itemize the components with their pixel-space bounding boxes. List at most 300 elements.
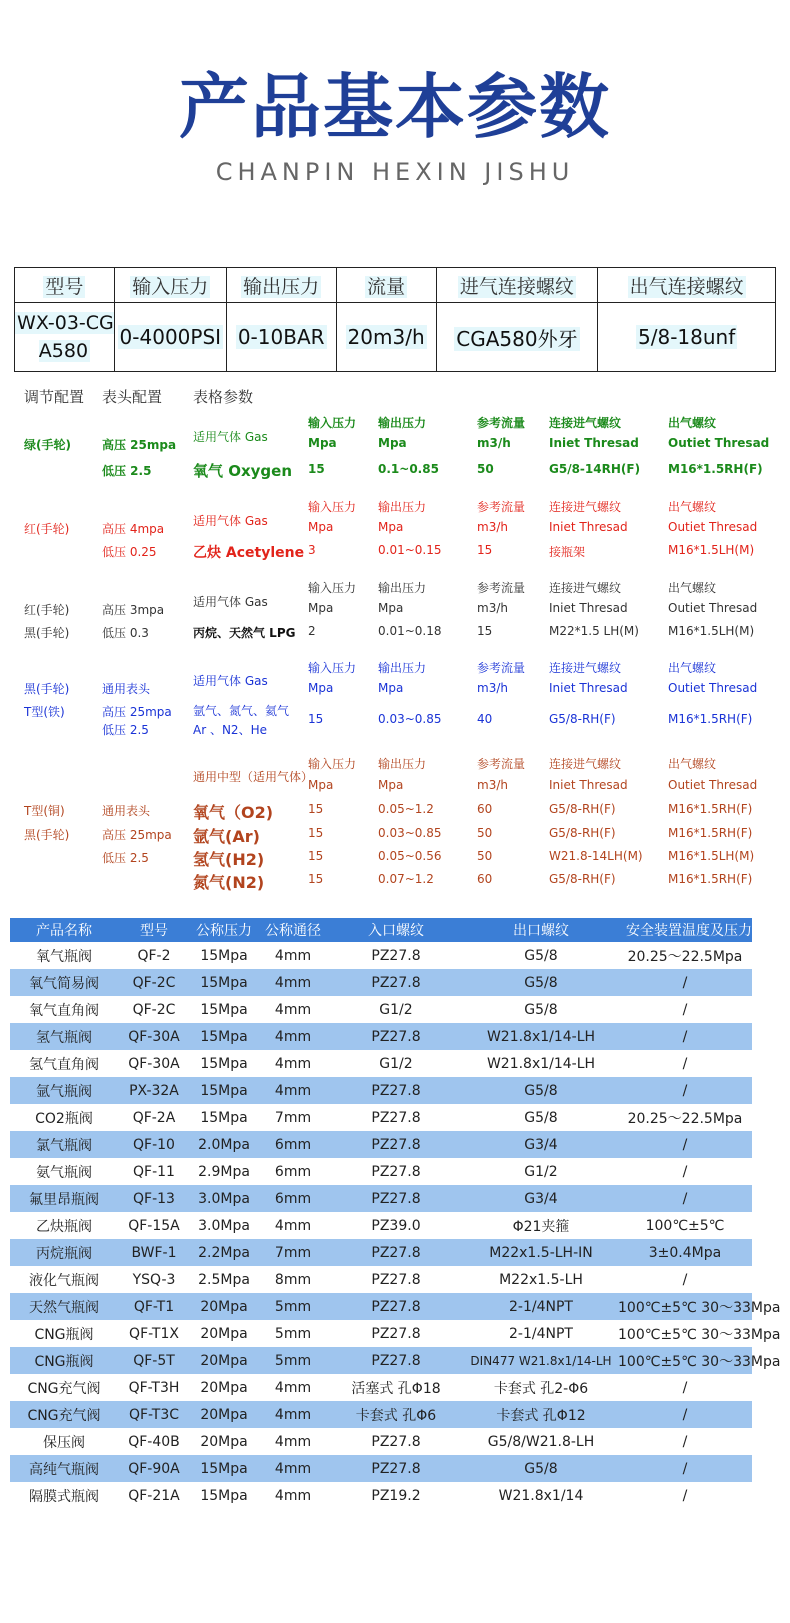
table-cell: / bbox=[682, 1055, 688, 1072]
col-label: 出气螺纹 bbox=[668, 757, 717, 771]
table-cell: 15Mpa bbox=[190, 969, 258, 996]
param-value: M16*1.5LH(M) bbox=[668, 543, 755, 557]
table-cell: 卡套式 孔Φ12 bbox=[464, 1401, 618, 1428]
table-cell: 15Mpa bbox=[200, 1055, 248, 1072]
table-cell: 7mm bbox=[274, 1109, 312, 1126]
table-cell: QF-30A bbox=[128, 1055, 180, 1072]
param-value: 50 bbox=[477, 849, 493, 863]
table-cell: 氧气直角阀 bbox=[29, 1002, 99, 1019]
param-value: 50 bbox=[477, 462, 494, 476]
table-cell: 2.9Mpa bbox=[198, 1163, 250, 1180]
table-cell: 8mm bbox=[274, 1271, 312, 1288]
table-cell: 100℃±5℃ 30～33Mpa bbox=[618, 1326, 781, 1343]
table-cell: 20Mpa bbox=[200, 1325, 248, 1342]
param-value: M16*1.5RH(F) bbox=[668, 872, 753, 886]
gas-name: 乙炔 Acetylene bbox=[193, 545, 305, 561]
table-cell: PZ27.8 bbox=[328, 1077, 464, 1104]
table-cell: 15Mpa bbox=[190, 1023, 258, 1050]
table-cell: PZ27.8 bbox=[371, 1325, 421, 1342]
table-cell: 5mm bbox=[274, 1325, 312, 1342]
param-value: G5/8-RH(F) bbox=[549, 872, 616, 886]
regulator-label: 绿(手轮) bbox=[24, 438, 71, 452]
config-head-regulator: 调节配置 bbox=[24, 388, 85, 406]
table-cell: 20Mpa bbox=[190, 1401, 258, 1428]
spec-header-cell: 流量 bbox=[336, 268, 436, 303]
col-unit: Mpa bbox=[378, 520, 404, 534]
gas-name: Ar 、N2、He bbox=[193, 723, 267, 737]
col-unit: Outiet Thresad bbox=[668, 520, 758, 534]
table-cell: 4mm bbox=[258, 1401, 328, 1428]
table-row bbox=[10, 969, 752, 996]
table-cell: PZ19.2 bbox=[371, 1487, 421, 1504]
param-value: 0.01~0.18 bbox=[378, 624, 442, 638]
table-cell: 20Mpa bbox=[190, 1347, 258, 1374]
table-cell: 100℃±5℃ 30～33Mpa bbox=[618, 1347, 752, 1374]
table-cell: G3/4 bbox=[464, 1185, 618, 1212]
param-value: G5/8-14RH(F) bbox=[549, 462, 641, 476]
gas-name: 氩气、氮气、氦气 bbox=[193, 704, 290, 718]
col-unit: Iniet Thresad bbox=[549, 681, 628, 695]
table-row bbox=[10, 1266, 752, 1293]
col-label: 出气螺纹 bbox=[668, 581, 717, 595]
table-cell: 4mm bbox=[274, 1487, 312, 1504]
table-row bbox=[10, 1077, 752, 1104]
param-value: 0.05~0.56 bbox=[378, 849, 442, 863]
regulator-label: 红(手轮) bbox=[24, 522, 70, 536]
col-unit: Mpa bbox=[378, 601, 404, 615]
table-row bbox=[10, 996, 752, 1023]
table-cell: QF-40B bbox=[128, 1433, 180, 1450]
table-cell: QF-2A bbox=[132, 1109, 176, 1126]
table-cell: QF-T1 bbox=[118, 1293, 190, 1320]
table-cell: 2.0Mpa bbox=[190, 1131, 258, 1158]
table-cell: G1/2 bbox=[379, 1055, 413, 1072]
table-cell: 天然气瓶阀 bbox=[10, 1293, 118, 1320]
col-label: 连接进气螺纹 bbox=[549, 757, 622, 771]
table-cell: G3/4 bbox=[464, 1131, 618, 1158]
table-cell: G5/8 bbox=[524, 1109, 558, 1126]
col-unit: Iniet Thresad bbox=[549, 436, 639, 450]
table-cell: / bbox=[682, 1433, 688, 1450]
table-cell: 2.5Mpa bbox=[198, 1271, 250, 1288]
table-cell: G5/8 bbox=[464, 1455, 618, 1482]
table-cell: 4mm bbox=[258, 969, 328, 996]
table-cell: 4mm bbox=[274, 1217, 312, 1234]
table-cell: YSQ-3 bbox=[132, 1271, 176, 1288]
param-value: M22*1.5 LH(M) bbox=[549, 624, 639, 638]
table-cell: 6mm bbox=[274, 1163, 312, 1180]
param-value: 15 bbox=[477, 624, 493, 638]
table-cell: PZ27.8 bbox=[328, 1455, 464, 1482]
col-unit: Outiet Thresad bbox=[668, 778, 758, 792]
param-value: M16*1.5LH(M) bbox=[668, 849, 755, 863]
table-cell: 乙炔瓶阀 bbox=[36, 1218, 92, 1235]
table-cell: 15Mpa bbox=[200, 1487, 248, 1504]
table-cell: QF-2C bbox=[118, 969, 190, 996]
gauge-label: 通用表头 bbox=[102, 682, 151, 696]
gas-label: 适用气体 Gas bbox=[193, 674, 268, 688]
spec-header-cell: 出气连接螺纹 bbox=[598, 268, 776, 303]
config-head-params: 表格参数 bbox=[193, 388, 254, 406]
spec-value-cell: CGA580外牙 bbox=[436, 303, 598, 372]
col-label: 连接进气螺纹 bbox=[549, 416, 622, 430]
table-row bbox=[10, 1455, 752, 1482]
col-label: 输入压力 bbox=[308, 500, 357, 514]
table-cell: 4mm bbox=[274, 1433, 312, 1450]
gas-name: 氩气(Ar) bbox=[193, 827, 260, 846]
table-cell: / bbox=[682, 1001, 688, 1018]
param-value: 接瓶架 bbox=[549, 545, 586, 559]
spec-table bbox=[14, 267, 776, 372]
col-label: 输入压力 bbox=[308, 581, 357, 595]
table-cell: G5/8 bbox=[524, 947, 558, 964]
valve-header-row bbox=[10, 918, 752, 942]
table-cell: PZ27.8 bbox=[328, 1023, 464, 1050]
col-label: 输出压力 bbox=[378, 500, 427, 514]
regulator-label: 黑(手轮) bbox=[24, 682, 70, 696]
table-row bbox=[10, 1320, 752, 1347]
table-cell: QF-T3H bbox=[128, 1379, 180, 1396]
regulator-label: 红(手轮) bbox=[24, 603, 70, 617]
table-cell: QF-T3C bbox=[118, 1401, 190, 1428]
table-row bbox=[10, 942, 752, 969]
page-subtitle: CHANPIN HEXIN JISHU bbox=[215, 158, 575, 186]
valve-header-cell: 入口螺纹 bbox=[328, 918, 464, 942]
table-cell: QF-2 bbox=[137, 947, 171, 964]
table-cell: PX-32A bbox=[118, 1077, 190, 1104]
param-value: 15 bbox=[308, 802, 324, 816]
gas-label: 适用气体 Gas bbox=[193, 514, 268, 528]
table-cell: 氟里昂瓶阀 bbox=[10, 1185, 118, 1212]
table-cell: 20Mpa bbox=[200, 1433, 248, 1450]
col-label: 连接进气螺纹 bbox=[549, 661, 622, 675]
table-cell: 100℃±5℃ bbox=[645, 1217, 725, 1234]
table-row bbox=[10, 1023, 752, 1050]
spec-value-cell: 5/8-18unf bbox=[598, 303, 776, 372]
param-value: 0.01~0.15 bbox=[378, 543, 442, 557]
valve-header-cell: 安全装置温度及压力 bbox=[618, 918, 752, 942]
table-cell: CO2瓶阀 bbox=[35, 1110, 93, 1127]
table-cell: 氧气简易阀 bbox=[10, 969, 118, 996]
table-cell: QF-2C bbox=[132, 1001, 176, 1018]
table-cell: 4mm bbox=[274, 1001, 312, 1018]
table-cell: PZ27.8 bbox=[371, 1433, 421, 1450]
table-row bbox=[10, 1293, 752, 1320]
spec-value-row bbox=[15, 303, 776, 372]
spec-header-cell: 型号 bbox=[15, 268, 115, 303]
col-unit: Mpa bbox=[308, 681, 334, 695]
param-value: 0.03~0.85 bbox=[378, 826, 442, 840]
param-value: G5/8-RH(F) bbox=[549, 802, 616, 816]
table-cell: 2.2Mpa bbox=[190, 1239, 258, 1266]
table-cell: / bbox=[618, 1023, 752, 1050]
table-cell: G5/8 bbox=[464, 1077, 618, 1104]
table-row bbox=[10, 1050, 752, 1077]
col-unit: Iniet Thresad bbox=[549, 601, 628, 615]
table-cell: / bbox=[682, 1487, 688, 1504]
table-cell: G1/2 bbox=[379, 1001, 413, 1018]
table-cell: QF-15A bbox=[128, 1217, 180, 1234]
gas-name: 丙烷、天然气 LPG bbox=[193, 626, 296, 640]
col-unit: Mpa bbox=[308, 436, 337, 450]
table-cell: 活塞式 孔Φ18 bbox=[351, 1380, 441, 1397]
valve-header-cell: 产品名称 bbox=[10, 918, 118, 942]
col-unit: Mpa bbox=[308, 778, 334, 792]
table-row bbox=[10, 1104, 752, 1131]
col-unit: m3/h bbox=[477, 778, 508, 792]
table-cell: QF-13 bbox=[118, 1185, 190, 1212]
col-unit: Mpa bbox=[308, 520, 334, 534]
param-value: M16*1.5RH(F) bbox=[668, 826, 753, 840]
col-unit: Mpa bbox=[378, 436, 407, 450]
gauge-label: 高压 4mpa bbox=[102, 522, 165, 536]
col-label: 输出压力 bbox=[378, 757, 427, 771]
table-cell: 15Mpa bbox=[200, 947, 248, 964]
table-cell: PZ27.8 bbox=[328, 1185, 464, 1212]
gas-label: 适用气体 Gas bbox=[193, 430, 268, 444]
col-label: 出气螺纹 bbox=[668, 661, 717, 675]
spec-value-cell: 0-4000PSI bbox=[114, 303, 226, 372]
gas-name: 氧气（O2) bbox=[193, 803, 274, 822]
col-unit: Outiet Thresad bbox=[668, 681, 758, 695]
col-label: 输入压力 bbox=[308, 757, 357, 771]
gauge-label: 高压 25mpa bbox=[102, 828, 172, 842]
param-value: 60 bbox=[477, 872, 493, 886]
col-label: 输入压力 bbox=[308, 661, 357, 675]
table-cell: 4mm bbox=[258, 1023, 328, 1050]
col-unit: m3/h bbox=[477, 681, 508, 695]
col-label: 参考流量 bbox=[477, 757, 526, 771]
table-cell: PZ27.8 bbox=[328, 1131, 464, 1158]
param-value: M16*1.5RH(F) bbox=[668, 802, 753, 816]
table-cell: 7mm bbox=[258, 1239, 328, 1266]
table-row bbox=[10, 1185, 752, 1212]
table-cell: Φ21夹箍 bbox=[512, 1218, 570, 1235]
valve-table-body bbox=[10, 942, 781, 1509]
col-unit: m3/h bbox=[477, 520, 508, 534]
table-cell: 100℃±5℃ 30～33Mpa bbox=[618, 1293, 752, 1320]
col-label: 参考流量 bbox=[477, 581, 526, 595]
valve-header-cell: 公称压力 bbox=[190, 918, 258, 942]
table-cell: 氧气瓶阀 bbox=[36, 948, 92, 965]
table-cell: 氩气瓶阀 bbox=[10, 1077, 118, 1104]
table-cell: / bbox=[682, 1163, 688, 1180]
gas-label: 适用气体 Gas bbox=[193, 595, 268, 609]
param-value: M16*1.5LH(M) bbox=[668, 624, 755, 638]
table-cell: QF-90A bbox=[118, 1455, 190, 1482]
valve-header-cell: 型号 bbox=[118, 918, 190, 942]
table-cell: 卡套式 孔Φ6 bbox=[328, 1401, 464, 1428]
gauge-label: 高压 25mpa bbox=[102, 438, 177, 452]
table-cell: 3±0.4Mpa bbox=[618, 1239, 752, 1266]
table-cell: PZ27.8 bbox=[371, 947, 421, 964]
regulator-label: T型(铁) bbox=[24, 705, 65, 719]
col-unit: m3/h bbox=[477, 436, 511, 450]
col-label: 参考流量 bbox=[477, 500, 526, 514]
table-cell: 3.0Mpa bbox=[190, 1185, 258, 1212]
table-cell: BWF-1 bbox=[118, 1239, 190, 1266]
table-cell: M22x1.5-LH-IN bbox=[464, 1239, 618, 1266]
valve-header-cell: 公称通径 bbox=[258, 918, 328, 942]
table-cell: 4mm bbox=[274, 947, 312, 964]
valve-table bbox=[10, 918, 781, 1509]
table-cell: QF-11 bbox=[133, 1163, 175, 1180]
gauge-label: 低压 2.5 bbox=[102, 851, 149, 865]
col-label: 输出压力 bbox=[378, 661, 427, 675]
table-cell: CNG瓶阀 bbox=[34, 1326, 94, 1343]
spec-header-cell: 进气连接螺纹 bbox=[436, 268, 598, 303]
table-cell: 15Mpa bbox=[190, 1077, 258, 1104]
table-cell: CNG充气阀 bbox=[27, 1380, 101, 1397]
table-cell: / bbox=[682, 1379, 688, 1396]
table-cell: PZ27.8 bbox=[371, 1271, 421, 1288]
param-value: 0.03~0.85 bbox=[378, 712, 442, 726]
param-value: 15 bbox=[308, 872, 324, 886]
spec-value-cell: 20m3/h bbox=[336, 303, 436, 372]
spec-header-cell: 输出压力 bbox=[226, 268, 336, 303]
table-row bbox=[10, 1401, 752, 1428]
col-unit: Mpa bbox=[378, 681, 404, 695]
col-label: 输出压力 bbox=[378, 581, 427, 595]
table-cell: W21.8x1/14-LH bbox=[464, 1023, 618, 1050]
col-label: 出气螺纹 bbox=[668, 416, 717, 430]
col-unit: Outiet Thresad bbox=[668, 601, 758, 615]
param-value: 15 bbox=[308, 712, 324, 726]
gauge-label: 通用表头 bbox=[102, 804, 151, 818]
table-cell: DIN477 W21.8x1/14-LH bbox=[464, 1347, 618, 1374]
table-cell: PZ27.8 bbox=[371, 1109, 421, 1126]
table-cell: 20.25～22.5Mpa bbox=[627, 1110, 743, 1127]
table-cell: / bbox=[618, 969, 752, 996]
table-cell: / bbox=[682, 1271, 688, 1288]
table-cell: 氨气瓶阀 bbox=[36, 1164, 92, 1181]
table-row bbox=[10, 1428, 752, 1455]
table-cell: 卡套式 孔2-Φ6 bbox=[493, 1380, 589, 1397]
col-unit: Outiet Thresad bbox=[668, 436, 770, 450]
table-cell: CNG充气阀 bbox=[10, 1401, 118, 1428]
table-cell: PZ27.8 bbox=[371, 1163, 421, 1180]
param-value: 15 bbox=[308, 826, 324, 840]
table-cell: / bbox=[618, 1131, 752, 1158]
gas-name: 氮气(N2) bbox=[193, 873, 265, 892]
table-cell: 3.0Mpa bbox=[198, 1217, 250, 1234]
table-cell: 隔膜式瓶阀 bbox=[29, 1488, 99, 1505]
table-cell: 液化气瓶阀 bbox=[29, 1272, 99, 1289]
table-cell: 4mm bbox=[258, 1455, 328, 1482]
table-cell: 6mm bbox=[258, 1131, 328, 1158]
param-value: 0.07~1.2 bbox=[378, 872, 434, 886]
table-cell: 高纯气瓶阀 bbox=[10, 1455, 118, 1482]
table-cell: 15Mpa bbox=[200, 1001, 248, 1018]
regulator-label: 黑(手轮) bbox=[24, 626, 70, 640]
col-label: 连接进气螺纹 bbox=[549, 500, 622, 514]
param-value: M16*1.5RH(F) bbox=[668, 712, 753, 726]
table-row bbox=[10, 1347, 752, 1374]
table-cell: 丙烷瓶阀 bbox=[10, 1239, 118, 1266]
table-cell: QF-T1X bbox=[129, 1325, 179, 1342]
regulator-label: T型(铜) bbox=[24, 804, 65, 818]
table-cell: / bbox=[618, 1401, 752, 1428]
table-cell: 4mm bbox=[274, 1055, 312, 1072]
col-unit: Iniet Thresad bbox=[549, 778, 628, 792]
table-cell: 4mm bbox=[274, 1379, 312, 1396]
table-row bbox=[10, 1212, 752, 1239]
gauge-label: 低压 0.3 bbox=[102, 626, 149, 640]
param-value: 0.1~0.85 bbox=[378, 462, 439, 476]
param-value: G5/8-RH(F) bbox=[549, 712, 616, 726]
spec-header-cell: 输入压力 bbox=[114, 268, 226, 303]
table-cell: 20.25～22.5Mpa bbox=[627, 948, 743, 965]
spec-value-cell: 0-10BAR bbox=[226, 303, 336, 372]
table-cell: / bbox=[618, 1077, 752, 1104]
col-label: 输出压力 bbox=[378, 416, 427, 430]
col-unit: Mpa bbox=[378, 778, 404, 792]
gauge-label: 高压 3mpa bbox=[102, 603, 165, 617]
regulator-label: 黑(手轮) bbox=[24, 828, 70, 842]
table-cell: G5/8/W21.8-LH bbox=[487, 1433, 595, 1450]
param-value: 40 bbox=[477, 712, 493, 726]
col-unit: Iniet Thresad bbox=[549, 520, 628, 534]
table-cell: PZ27.8 bbox=[328, 1347, 464, 1374]
gas-name: 氧气 Oxygen bbox=[193, 462, 293, 480]
spec-value-cell: WX-03-CG A580 bbox=[15, 303, 115, 372]
table-cell: 氯气瓶阀 bbox=[10, 1131, 118, 1158]
valve-header-cell: 出口螺纹 bbox=[464, 918, 618, 942]
table-cell: 2-1/4NPT bbox=[464, 1293, 618, 1320]
col-label: 参考流量 bbox=[477, 661, 526, 675]
param-value: 15 bbox=[308, 849, 324, 863]
param-value: 50 bbox=[477, 826, 493, 840]
table-cell: / bbox=[618, 1455, 752, 1482]
table-cell: 4mm bbox=[258, 1077, 328, 1104]
col-label: 出气螺纹 bbox=[668, 500, 717, 514]
col-label: 输入压力 bbox=[308, 416, 357, 430]
config-head-gauge: 表头配置 bbox=[102, 388, 163, 406]
table-cell: / bbox=[618, 1185, 752, 1212]
table-row bbox=[10, 1239, 752, 1266]
param-value: G5/8-RH(F) bbox=[549, 826, 616, 840]
table-cell: 6mm bbox=[258, 1185, 328, 1212]
table-cell: G5/8 bbox=[464, 969, 618, 996]
param-value: 15 bbox=[477, 543, 493, 557]
gauge-label: 低压 2.5 bbox=[102, 723, 149, 737]
gauge-label: 高压 25mpa bbox=[102, 705, 172, 719]
table-cell: W21.8x1/14 bbox=[498, 1487, 584, 1504]
table-cell: QF-21A bbox=[128, 1487, 180, 1504]
table-cell: 2-1/4NPT bbox=[509, 1325, 573, 1342]
gas-label: 通用中型（适用气体） bbox=[193, 770, 314, 784]
table-row bbox=[10, 1158, 752, 1185]
table-cell: QF-10 bbox=[118, 1131, 190, 1158]
table-cell: 15Mpa bbox=[190, 1455, 258, 1482]
param-value: W21.8-14LH(M) bbox=[549, 849, 643, 863]
table-cell: PZ27.8 bbox=[328, 1293, 464, 1320]
table-cell: 15Mpa bbox=[200, 1109, 248, 1126]
col-unit: m3/h bbox=[477, 601, 508, 615]
spec-header-row bbox=[15, 268, 776, 303]
table-row bbox=[10, 1482, 752, 1509]
table-cell: QF-30A bbox=[118, 1023, 190, 1050]
table-cell: W21.8x1/14-LH bbox=[486, 1055, 596, 1072]
table-cell: QF-5T bbox=[118, 1347, 190, 1374]
col-unit: Mpa bbox=[308, 601, 334, 615]
table-cell: 保压阀 bbox=[43, 1434, 85, 1451]
table-cell: 20Mpa bbox=[190, 1293, 258, 1320]
table-cell: G1/2 bbox=[524, 1163, 558, 1180]
gas-name: 氢气(H2) bbox=[193, 850, 265, 869]
table-row bbox=[10, 1131, 752, 1158]
table-cell: M22x1.5-LH bbox=[499, 1271, 583, 1288]
